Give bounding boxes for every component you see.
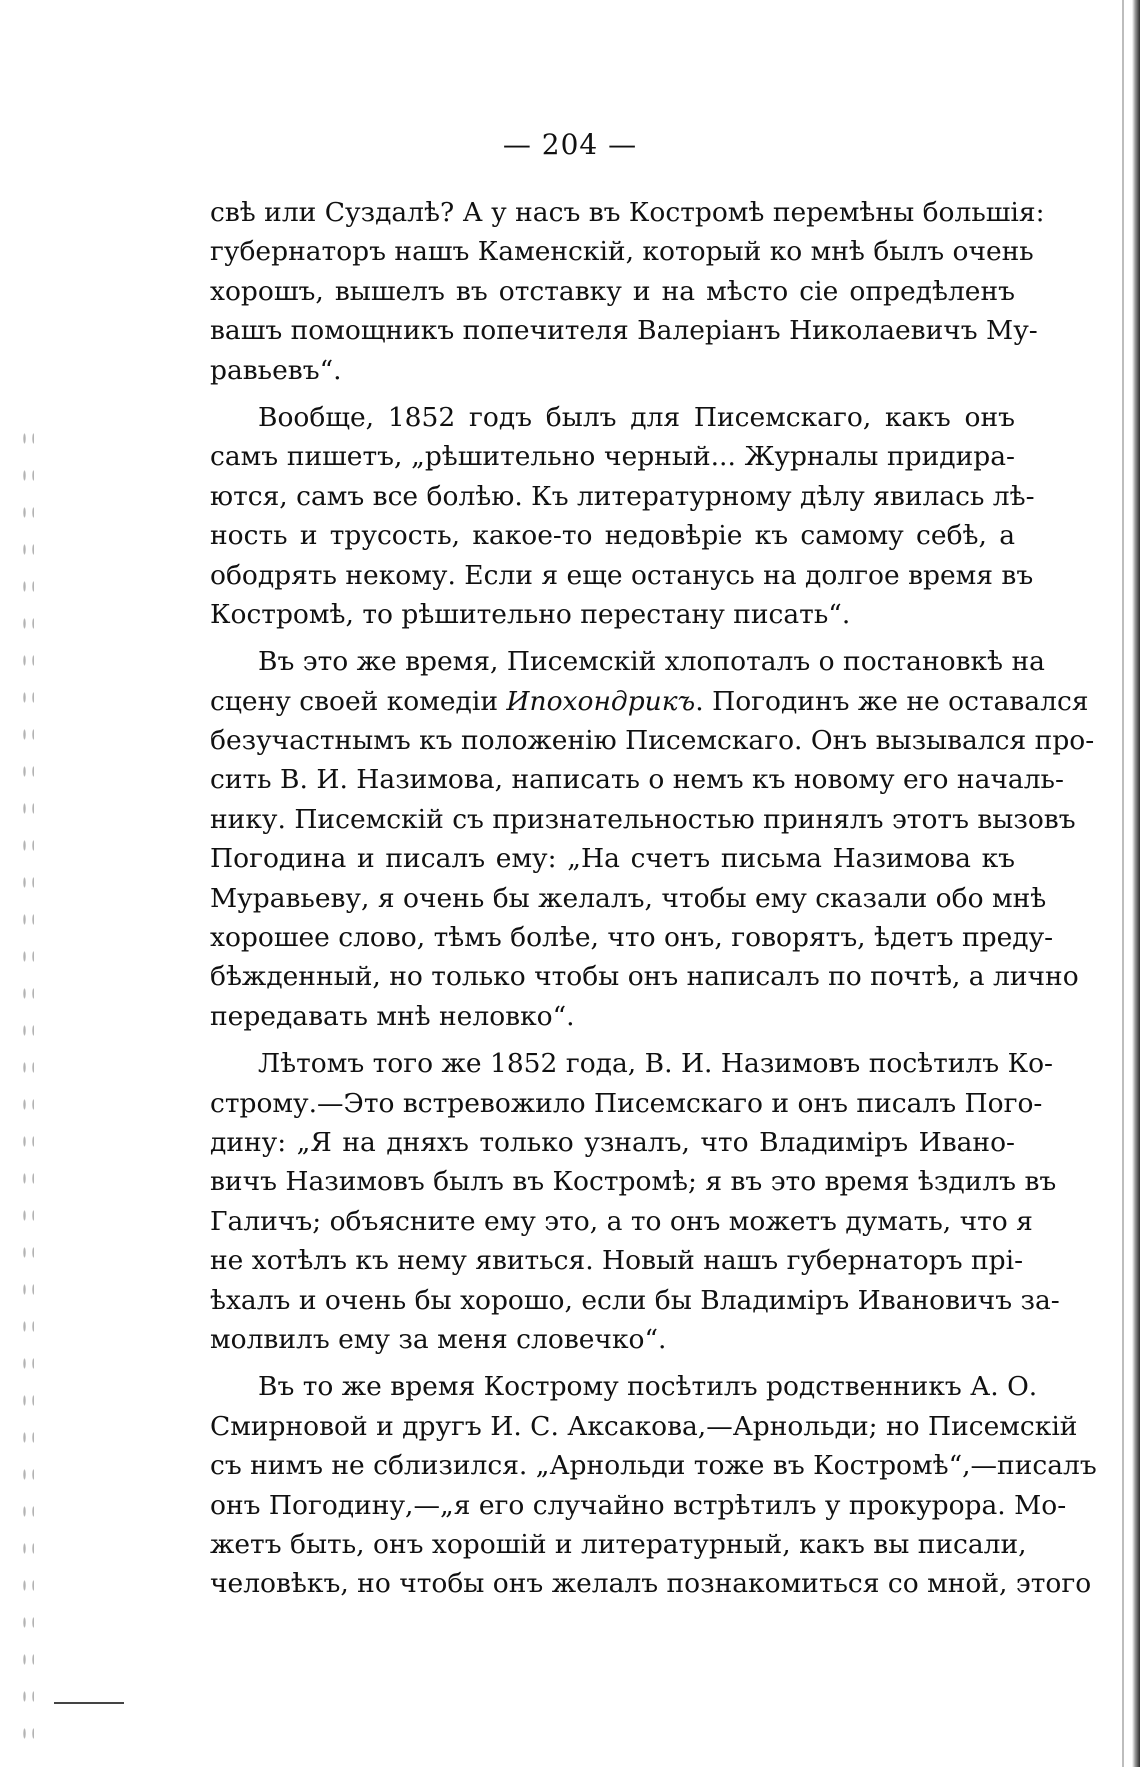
text-line: ѣхалъ и очень бы хорошо, если бы Владиміръ Ивановичъ за-: [210, 1284, 1060, 1316]
text-line: дину: „Я на дняхъ только узналъ, что Владиміръ Ивано-: [210, 1126, 1015, 1158]
text-line: человѣкъ, но чтобы онъ желалъ познакомиться со мной, этого: [210, 1568, 1092, 1600]
paragraph-3: [210, 642, 1095, 1036]
text-line: Лѣтомъ того же 1852 года, В. И. Назимовъ посѣтилъ Ко-: [258, 1048, 1053, 1080]
text-line: бѣжденный, но только чтобы онъ написалъ по почтѣ, а лично: [210, 961, 1079, 993]
text-line: строму.—Это встревожило Писемскаго и онъ писалъ Пого-: [210, 1087, 1043, 1119]
text-line: Муравьеву, я очень бы желалъ, чтобы ему сказали обо мнѣ: [210, 882, 1047, 914]
scan-mark: [54, 1702, 124, 1704]
text-run: сцену своей комедіи: [210, 685, 507, 717]
text-line: передавать мнѣ неловко“.: [210, 1000, 575, 1032]
page-edge-line: [1122, 0, 1124, 1767]
text-line: Погодина и писалъ ему: „На счетъ письма Назимова къ: [210, 843, 1015, 875]
text-line: свѣ или Суздалѣ? А у насъ въ Костромѣ перемѣны большія:: [210, 197, 1045, 228]
text-run: . Погодинъ же не оставался: [695, 685, 1089, 717]
text-line: Костромѣ, то рѣшительно перестану писать“.: [210, 598, 851, 630]
text-line: Въ то же время Кострому посѣтилъ родственникъ А. О.: [258, 1371, 1038, 1403]
text-line: губернаторъ нашъ Каменскій, который ко мнѣ былъ очень: [210, 236, 1034, 268]
scan-specks: [20, 420, 34, 1740]
text-line: сить В. И. Назимова, написать о немъ къ новому его началь-: [210, 764, 1064, 796]
text-line: не хотѣлъ къ нему явиться. Новый нашъ губернаторъ прі-: [210, 1245, 1024, 1277]
text-line: жетъ быть, онъ хорошій и литературный, какъ вы писали,: [210, 1528, 1027, 1560]
play-title: Ипохондрикъ: [506, 685, 696, 717]
text-line: Въ это же время, Писемскій хлопоталъ о постановкѣ на: [258, 646, 1045, 678]
page-number: — 204 —: [502, 128, 638, 161]
text-line: хорошъ, вышелъ въ отставку и на мѣсто сіе опредѣленъ: [210, 275, 1015, 307]
text-line: вичъ Назимовъ былъ въ Костромѣ; я въ это время ѣздилъ въ: [210, 1166, 1057, 1198]
text-line: безучастнымъ къ положенію Писемскаго. Онъ вызывался про-: [210, 725, 1095, 757]
paragraph-2: [210, 398, 1035, 634]
text-line: Вообще, 1852 годъ былъ для Писемскаго, какъ онъ: [258, 401, 1015, 433]
text-line: ются, самъ все болѣю. Къ литературному дѣлу явилась лѣ-: [210, 480, 1035, 512]
text-line: вашъ помощникъ попечителя Валеріанъ Николаевичъ Му-: [210, 315, 1038, 347]
text-line: Смирновой и другъ И. С. Аксакова,—Арнольди; но Писемскій: [210, 1410, 1078, 1442]
text-line: ободрять некому. Если я еще останусь на долгое время въ: [210, 559, 1034, 591]
page-edge-shadow: [1132, 0, 1140, 1767]
text-line: хорошее слово, тѣмъ болѣе, что онъ, говорятъ, ѣдетъ преду-: [210, 922, 1054, 954]
body-text: [210, 193, 1097, 1604]
text-line: онъ Погодину,—„я его случайно встрѣтилъ у прокурора. Мо-: [210, 1489, 1067, 1521]
paragraph-5: [210, 1367, 1097, 1603]
text-line: равьевъ“.: [210, 354, 342, 386]
text-line: [210, 682, 1089, 721]
text-line: нику. Писемскій съ признательностью принялъ этотъ вызовъ: [210, 803, 1076, 835]
text-line: молвилъ ему за меня словечко“.: [210, 1323, 667, 1355]
paragraph-4: [210, 1044, 1060, 1359]
paragraph-1: [210, 193, 1045, 390]
text-line: ность и трусость, какое-то недовѣріе къ самому себѣ, а: [210, 520, 1015, 552]
text-line: съ нимъ не сблизился. „Арнольди тоже въ Костромѣ“,—писалъ: [210, 1450, 1097, 1482]
text-line: самъ пишетъ, „рѣшительно черный... Журналы придира-: [210, 441, 1015, 473]
text-line: Галичъ; объясните ему это, а то онъ можетъ думать, что я: [210, 1205, 1033, 1237]
